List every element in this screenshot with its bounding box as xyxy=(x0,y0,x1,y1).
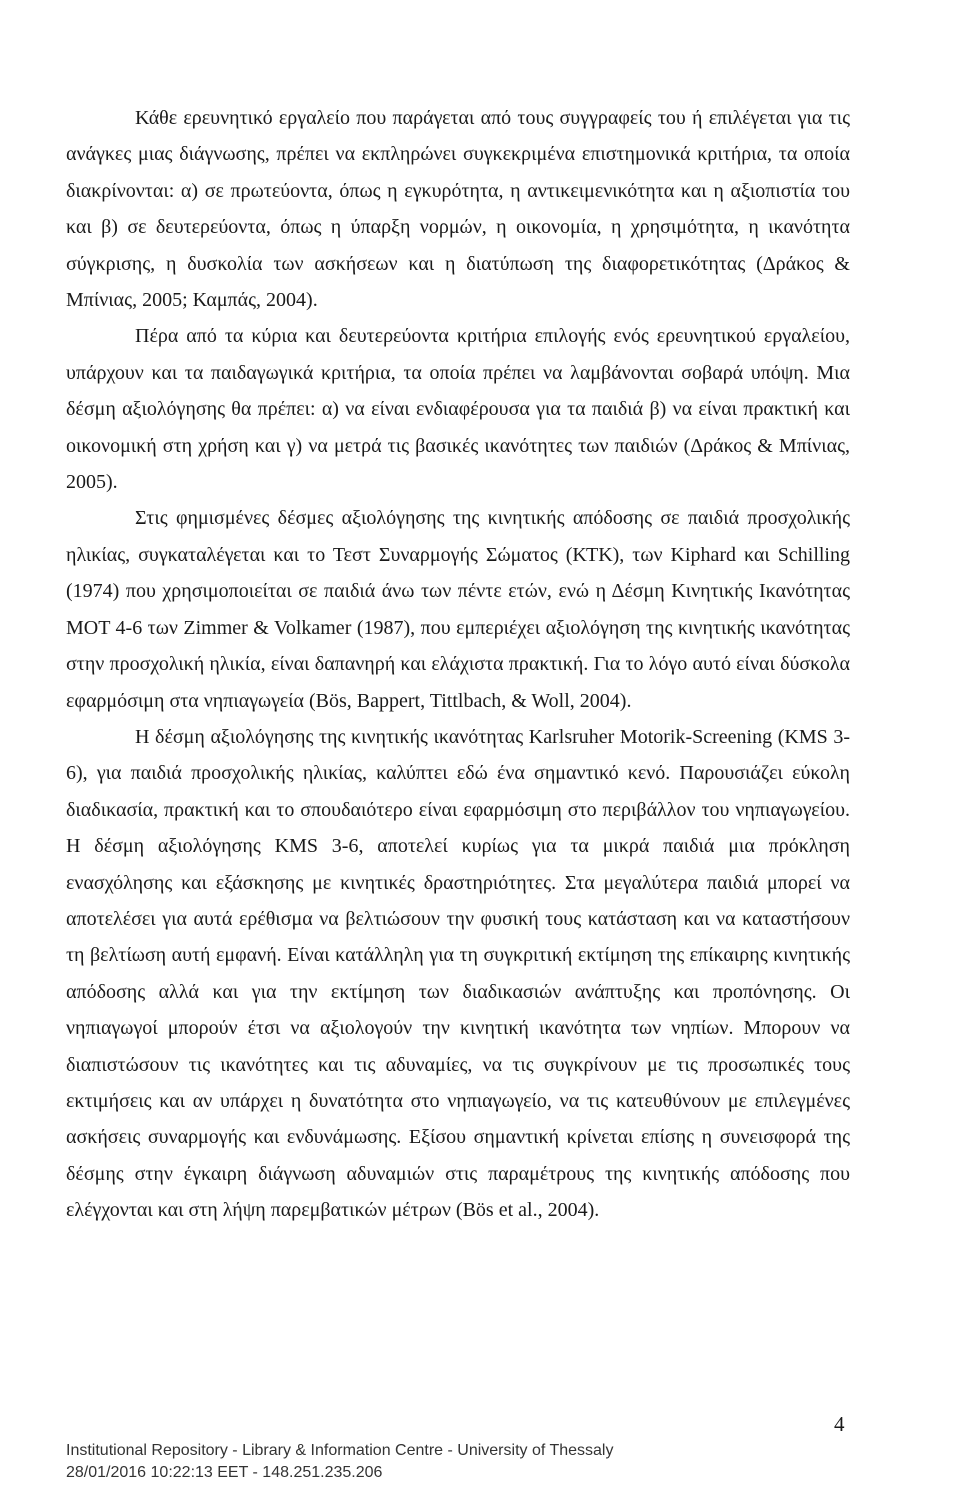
paragraph-3: Στις φημισμένες δέσμες αξιολόγησης της κινητικής απόδοσης σε παιδιά προσχολικής ηλικίας, συγκαταλέγεται και το Τεστ Συναρμογής Σώματος (ΚΤΚ), των Kiphard και Schilling (1974) που χρησιμοποιείται σε παιδιά άνω των πέντε ετών, ενώ η Δέσμη Κινητικής Ικανότητας ΜΟΤ 4-6 των Zimmer & Volkamer (1987), που εμπεριέχει αξιολόγηση της κινητικής ικανότητας στην προσχολική ηλικία, είναι δαπανηρή και ελάχιστα πρακτική. Για το λόγο αυτό είναι δύσκολα εφαρμόσιμη στα νηπιαγωγεία (Bös, Bappert, Tittlbach, & Woll, 2004). xyxy=(66,507,850,712)
page-number: 4 xyxy=(834,1412,845,1436)
repository-footer xyxy=(66,1440,613,1484)
paragraph-1: Κάθε ερευνητικό εργαλείο που παράγεται από τους συγγραφείς του ή επιλέγεται για τις ανάγκες μιας διάγνωσης, πρέπει να εκπληρώνει συγκεκριμένα επιστημονικά κριτήρια, τα οποία διακρίνονται: α) σε πρωτεύοντα, όπως η εγκυρότητα, η αντικειμενικότητα και η αξιοπιστία του και β) σε δευτερεύοντα, όπως η ύπαρξη νορμών, η οικονομία, η χρησιμότητα, η ικανότητα σύγκρισης, η δυσκολία των ασκήσεων και η διατύπωση της διαφορετικότητας (Δράκος & Μπίνιας, 2005; Καμπάς, 2004). xyxy=(66,107,850,312)
paragraph-4: Η δέσμη αξιολόγησης της κινητικής ικανότητας Karlsruher Motorik-Screening (KMS 3-6), για παιδιά προσχολικής ηλικίας, καλύπτει εδώ ένα σημαντικό κενό. Παρουσιάζει εύκολη διαδικασία, πρακτική και το σπουδαιότερο είναι εφαρμόσιμη στο περιβάλλον του νηπιαγωγείου. Η δέσμη αξιολόγησης KMS 3-6, αποτελεί κυρίως για τα μικρά παιδιά μια πρόκληση ενασχόλησης και εξάσκησης με κινητικές δραστηριότητες. Στα μεγαλύτερα παιδιά μπορεί να αποτελέσει για αυτά ερέθισμα να βελτιώσουν την φυσική τους κατάσταση και να καταστήσουν τη βελτίωση αυτή εμφανή. Είναι κατάλληλη για τη συγκριτική εκτίμηση της επίκαιρης κινητικής απόδοσης αλλά και για την εκτίμηση των διαδικασιών ανάπτυξης και προπόνησης. Οι νηπιαγωγοί μπορούν έτσι να αξιολογούν την κινητική ικανότητα των νηπίων. Μπορουν να διαπιστώσουν τις ικανότητες και τις αδυναμίες, να τις συγκρίνουν με τις προσωπικές τους εκτιμήσεις και αν υπάρχει η δυνατότητα στο νηπιαγωγείο, να τις κατευθύνουν με επιλεγμένες ασκήσεις συναρμογής και ενδυνάμωσης. Εξίσου σημαντική κρίνεται επίσης η συνεισφορά της δέσμης στην έγκαιρη διάγνωση αδυναμιών στις παραμέτρους της κινητικής απόδοσης που ελέγχονται και στη λήψη παρεμβατικών μέτρων (Bös et al., 2004). xyxy=(66,725,850,1222)
paragraph-2: Πέρα από τα κύρια και δευτερεύοντα κριτήρια επιλογής ενός ερευνητικού εργαλείου, υπάρχουν και τα παιδαγωγικά κριτήρια, τα οποία πρέπει να λαμβάνονται σοβαρά υπόψη. Μια δέσμη αξιολόγησης θα πρέπει: α) να είναι ενδιαφέρουσα για τα παιδιά β) να είναι πρακτική και οικονομική στη χρήση και γ) να μετρά τις βασικές ικανότητες των παιδιών (Δράκος & Μπίνιας, 2005). xyxy=(66,325,850,494)
body-text xyxy=(66,100,850,1229)
footer-timestamp-line: 28/01/2016 10:22:13 EET - 148.251.235.206 xyxy=(66,1464,383,1481)
footer-repository-line: Institutional Repository - Library & Information Centre - University of Thessaly xyxy=(66,1442,614,1459)
